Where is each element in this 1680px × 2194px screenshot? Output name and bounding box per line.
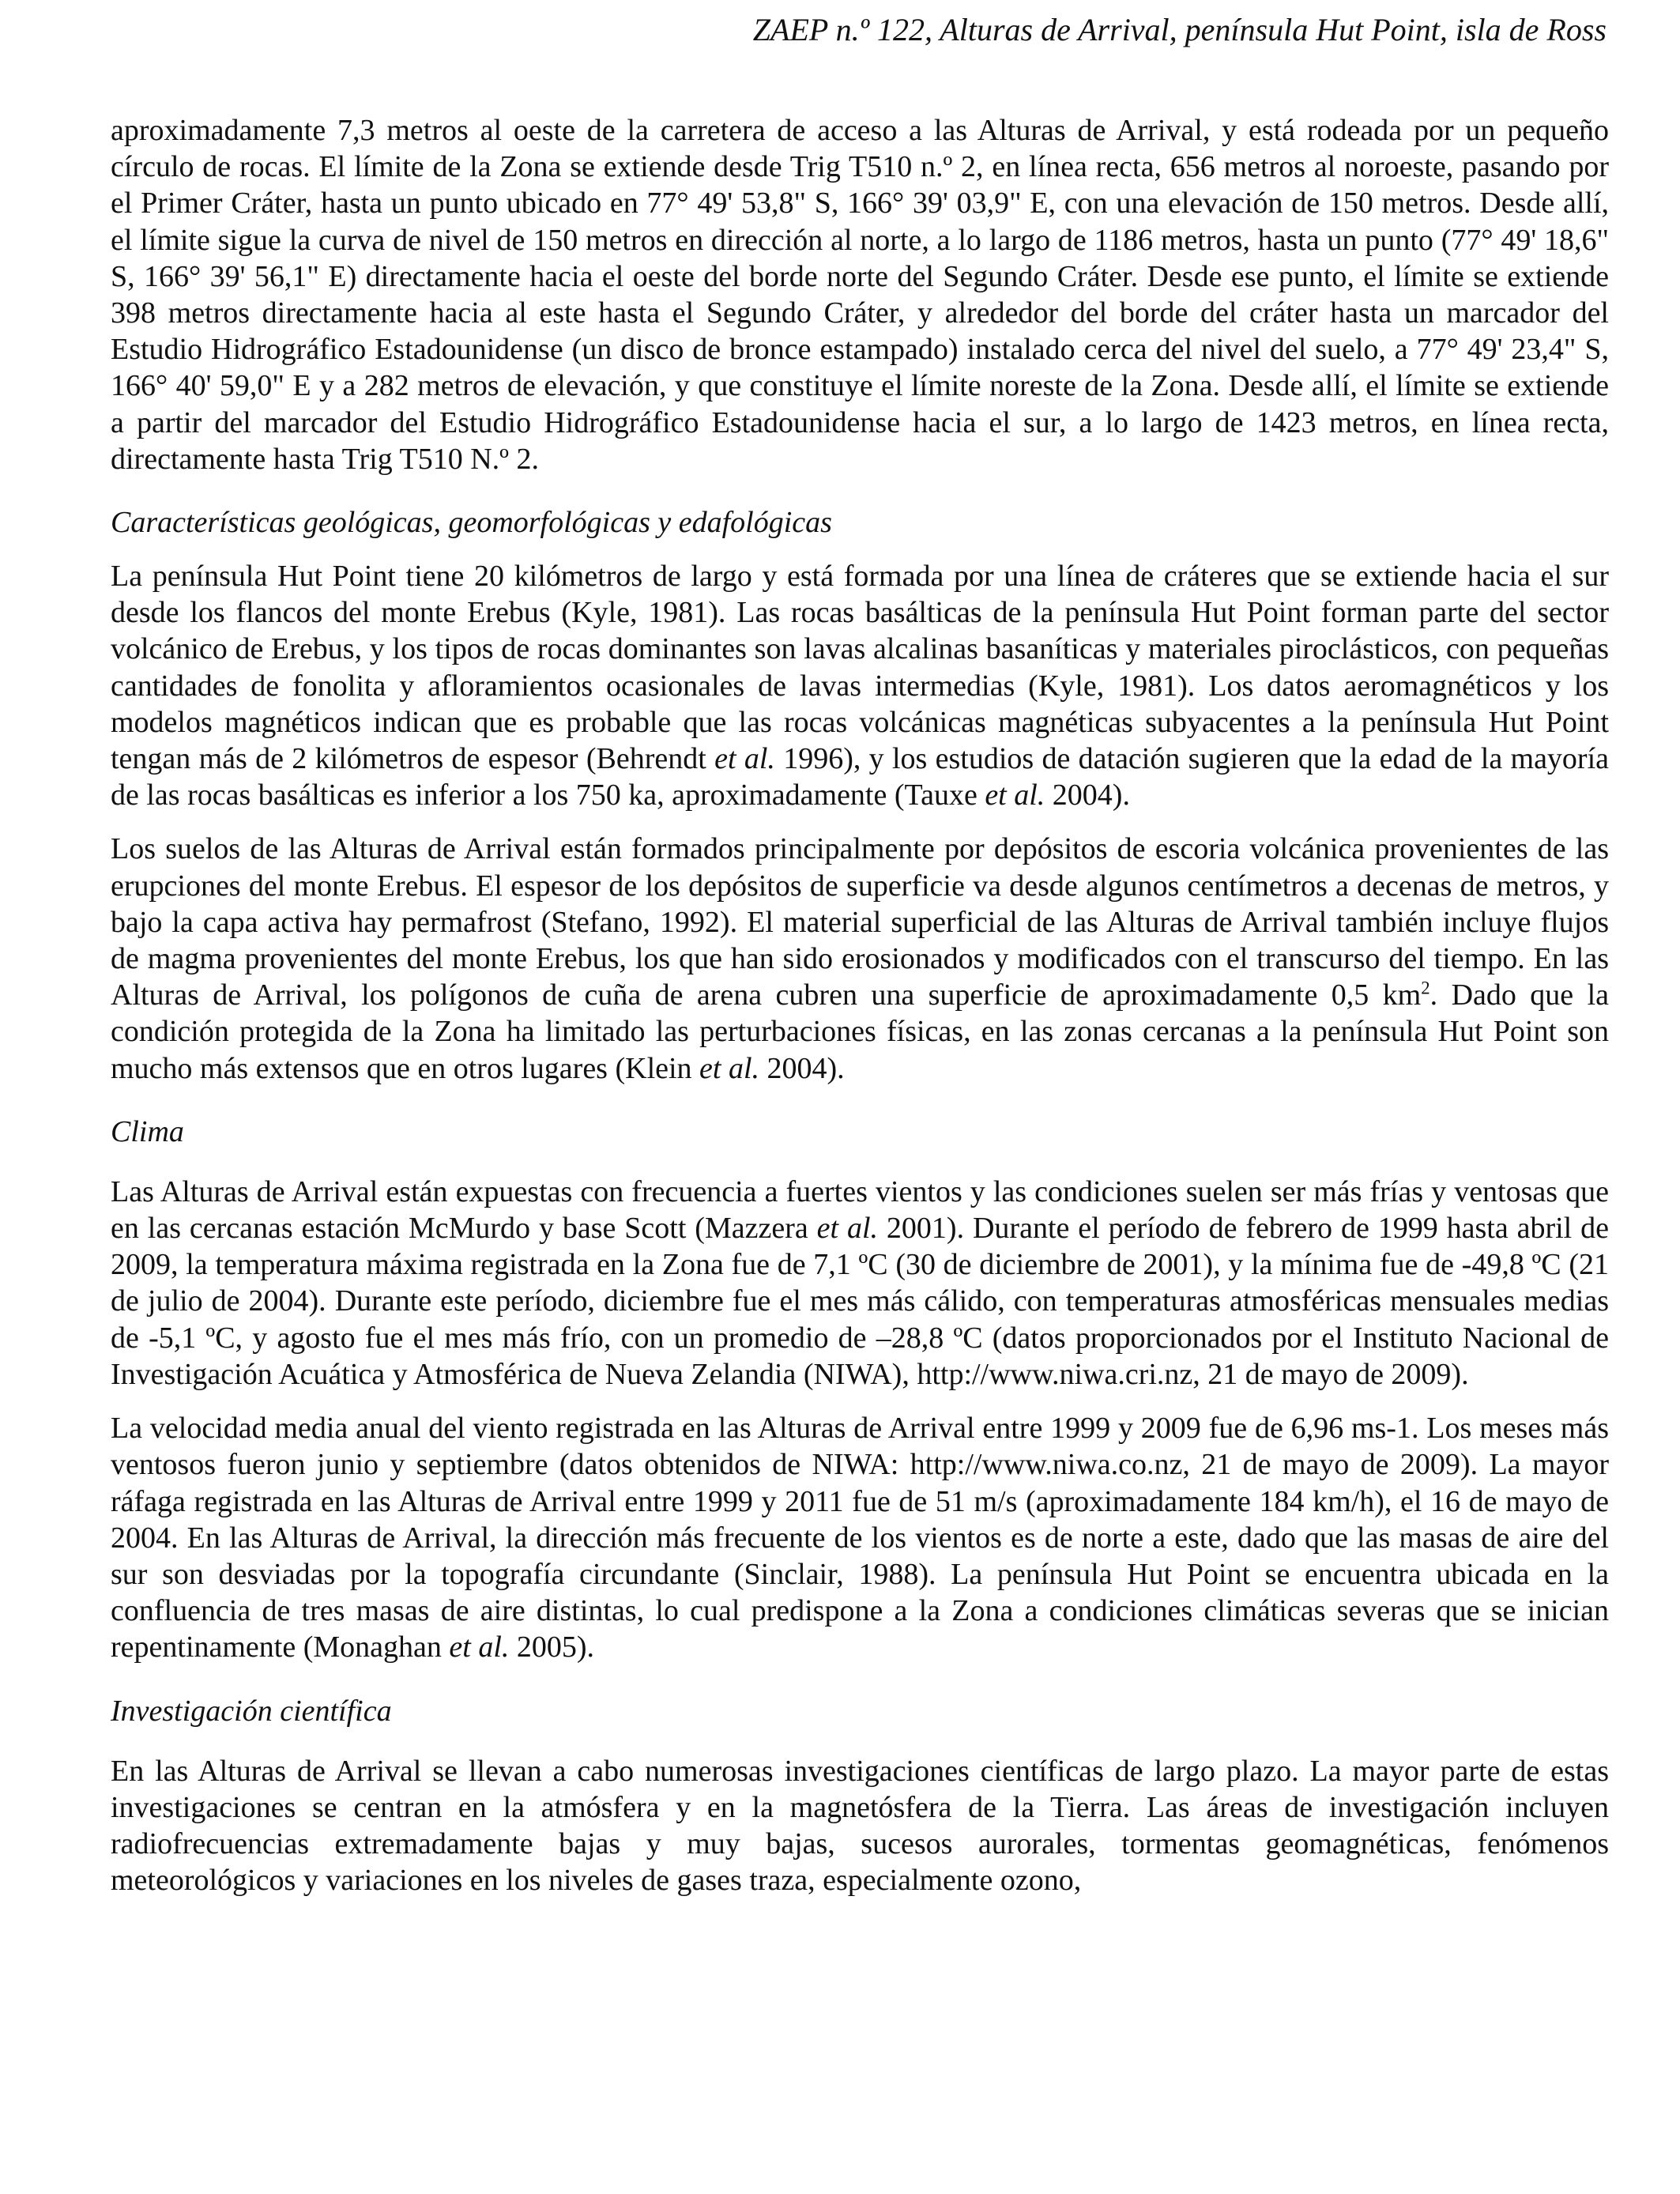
text-run: 2001). Durante el período de febrero de 1999 hasta abril de 2009, la temperatura máxima registrada en la Zona fue de 7,1 ºC (30 de diciembre de 2001), y la mínima fue de -49,8 ºC (21 de julio de 2004). Durante este período, diciembre fue el mes más cálido, con temperaturas atmosféricas mensuales medias de -5,1 ºC, y agosto fue el mes más frío, con un promedio de –28,8 ºC (datos proporcionados por el Instituto Nacional de Investigación Acuática y Atmosférica de Nueva Zelandia (NIWA), http://www.niwa.cri.nz, 21 de mayo de 2009). xyxy=(111,1212,1610,1391)
geology-paragraph-1 xyxy=(111,558,1609,813)
text-run: La península Hut Point tiene 20 kilómetros de largo y está formada por una línea de cráteres que se extiende hacia el sur desde los flancos del monte Erebus (Kyle, 1981). Las rocas basálticas de la península Hut Point forman parte del sector volcánico de Erebus, y los tipos de rocas dominantes son lavas alcalinas basaníticas y materiales piroclásticos, con pequeñas cantidades de fonolita y afloramientos ocasionales de lavas intermedias (Kyle, 1981). Los datos aeromagnéticos y los modelos magnéticos indican que es probable que las rocas volcánicas magnéticas subyacentes a la península Hut Point tengan más de 2 kilómetros de espesor (Behrendt xyxy=(111,560,1609,776)
text-run: Las Alturas de Arrival están expuestas con frecuencia a fuertes vientos y las condiciones suelen ser más frías y ventosas que en las cercanas estación McMurdo y base Scott (Mazzera xyxy=(111,1174,1609,1246)
italic-run: et al. xyxy=(449,1630,510,1664)
text-run: 2004). xyxy=(1045,778,1130,812)
text-run: 1996), y los estudios de datación sugieren que la edad de la mayoría de las rocas basálticas es inferior a los 750 ka, aproximadamente (Tauxe xyxy=(111,742,1610,812)
research-paragraph-1: En las Alturas de Arrival se llevan a cabo numerosas investigaciones científicas de largo plazo. La mayor parte de estas investigaciones se centran en la atmósfera y en la magnetósfera de la Tierra. Las áreas de investigación incluyen radiofrecuencias extremadamente bajas y muy bajas, sucesos aurorales, tormentas geomagnéticas, fenómenos meteorológicos y variaciones en los niveles de gases traza, especialmente ozono, xyxy=(111,1754,1609,1898)
superscript: 2 xyxy=(1421,978,1430,998)
text-run: 2005). xyxy=(509,1630,595,1664)
climate-paragraph-1 xyxy=(111,1174,1609,1393)
boundary-paragraph: aproximadamente 7,3 metros al oeste de la carretera de acceso a las Alturas de Arrival, y está rodeada por un pequeño círculo de rocas. El límite de la Zona se extiende desde Trig T510 n.º 2, en línea recta, 656 metros al noroeste, pasando por el Primer Cráter, hasta un punto ubicado en 77° 49' 53,8" S, 166° 39' 03,9" E, con una elevación de 150 metros. Desde allí, el límite sigue la curva de nivel de 150 metros en dirección al norte, a lo largo de 1186 metros, hasta un punto (77° 49' 18,6" S, 166° 39' 56,1" E) directamente hacia el oeste del borde norte del Segundo Cráter. Desde ese punto, el límite se extiende 398 metros directamente hacia al este hasta el Segundo Cráter, y alrededor del borde del cráter hasta un marcador del Estudio Hidrográfico Estadounidense (un disco de bronce estampado) instalado cerca del nivel del suelo, a 77° 49' 23,4" S, 166° 40' 59,0" E y a 282 metros de elevación, y que constituye el límite noreste de la Zona. Desde allí, el límite se extiende a partir del marcador del Estudio Hidrográfico Estadounidense hacia el sur, a lo largo de 1423 metros, en línea recta, directamente hasta Trig T510 N.º 2. xyxy=(111,114,1609,476)
climate-paragraph-2 xyxy=(111,1410,1609,1665)
section-heading-climate: Clima xyxy=(111,1114,184,1148)
text-run: Los suelos de las Alturas de Arrival están formados principalmente por depósitos de escoria volcánica provenientes de las erupciones del monte Erebus. El espesor de los depósitos de superficie va desde algunos centímetros a decenas de metros, y bajo la capa activa hay permafrost (Stefano, 1992). El material superficial de las Alturas de Arrival también incluye flujos de magma provenientes del monte Erebus, los que han sido erosionados y modificados con el transcurso del tiempo. En las Alturas de Arrival, los polígonos de cuña de arena cubren una superficie de aproximadamente 0,5 km xyxy=(111,832,1609,1012)
text-run: La velocidad media anual del viento registrada en las Alturas de Arrival entre 1999 y 2009 fue de 6,96 ms-1. Los meses más ventosos fueron junio y septiembre (datos obtenidos de NIWA: http://www.niwa.co.nz, 21 de mayo de 2009). La mayor ráfaga registrada en las Alturas de Arrival entre 1999 y 2011 fue de 51 m/s (aproximadamente 184 km/h), el 16 de mayo de 2004. En las Alturas de Arrival, la dirección más frecuente de los vientos es de norte a este, dado que las masas de aire del sur son desviadas por la topografía circundante (Sinclair, 1988). La península Hut Point se encuentra ubicada en la confluencia de tres masas de aire distintas, lo cual predispone a la Zona a condiciones climáticas severas que se inician repentinamente (Monaghan xyxy=(111,1412,1609,1664)
text-run: 2004). xyxy=(759,1051,845,1085)
section-heading-geology: Características geológicas, geomorfológicas y edafológicas xyxy=(111,506,832,540)
section-heading-research: Investigación científica xyxy=(111,1694,392,1728)
italic-run: et al. xyxy=(816,1212,879,1246)
document-body xyxy=(111,112,1609,1898)
geology-paragraph-2 xyxy=(111,831,1609,1086)
italic-run: et al. xyxy=(985,778,1045,812)
italic-run: et al. xyxy=(699,1051,760,1085)
text-run: . Dado que la condición protegida de la Zona ha limitado las perturbaciones físicas, en las zonas cercanas a la península Hut Point son mucho más extensos que en otros lugares (Klein xyxy=(111,978,1609,1085)
running-header: ZAEP n.º 122, Alturas de Arrival, península Hut Point, isla de Ross xyxy=(752,12,1607,47)
italic-run: et al. xyxy=(714,742,775,776)
